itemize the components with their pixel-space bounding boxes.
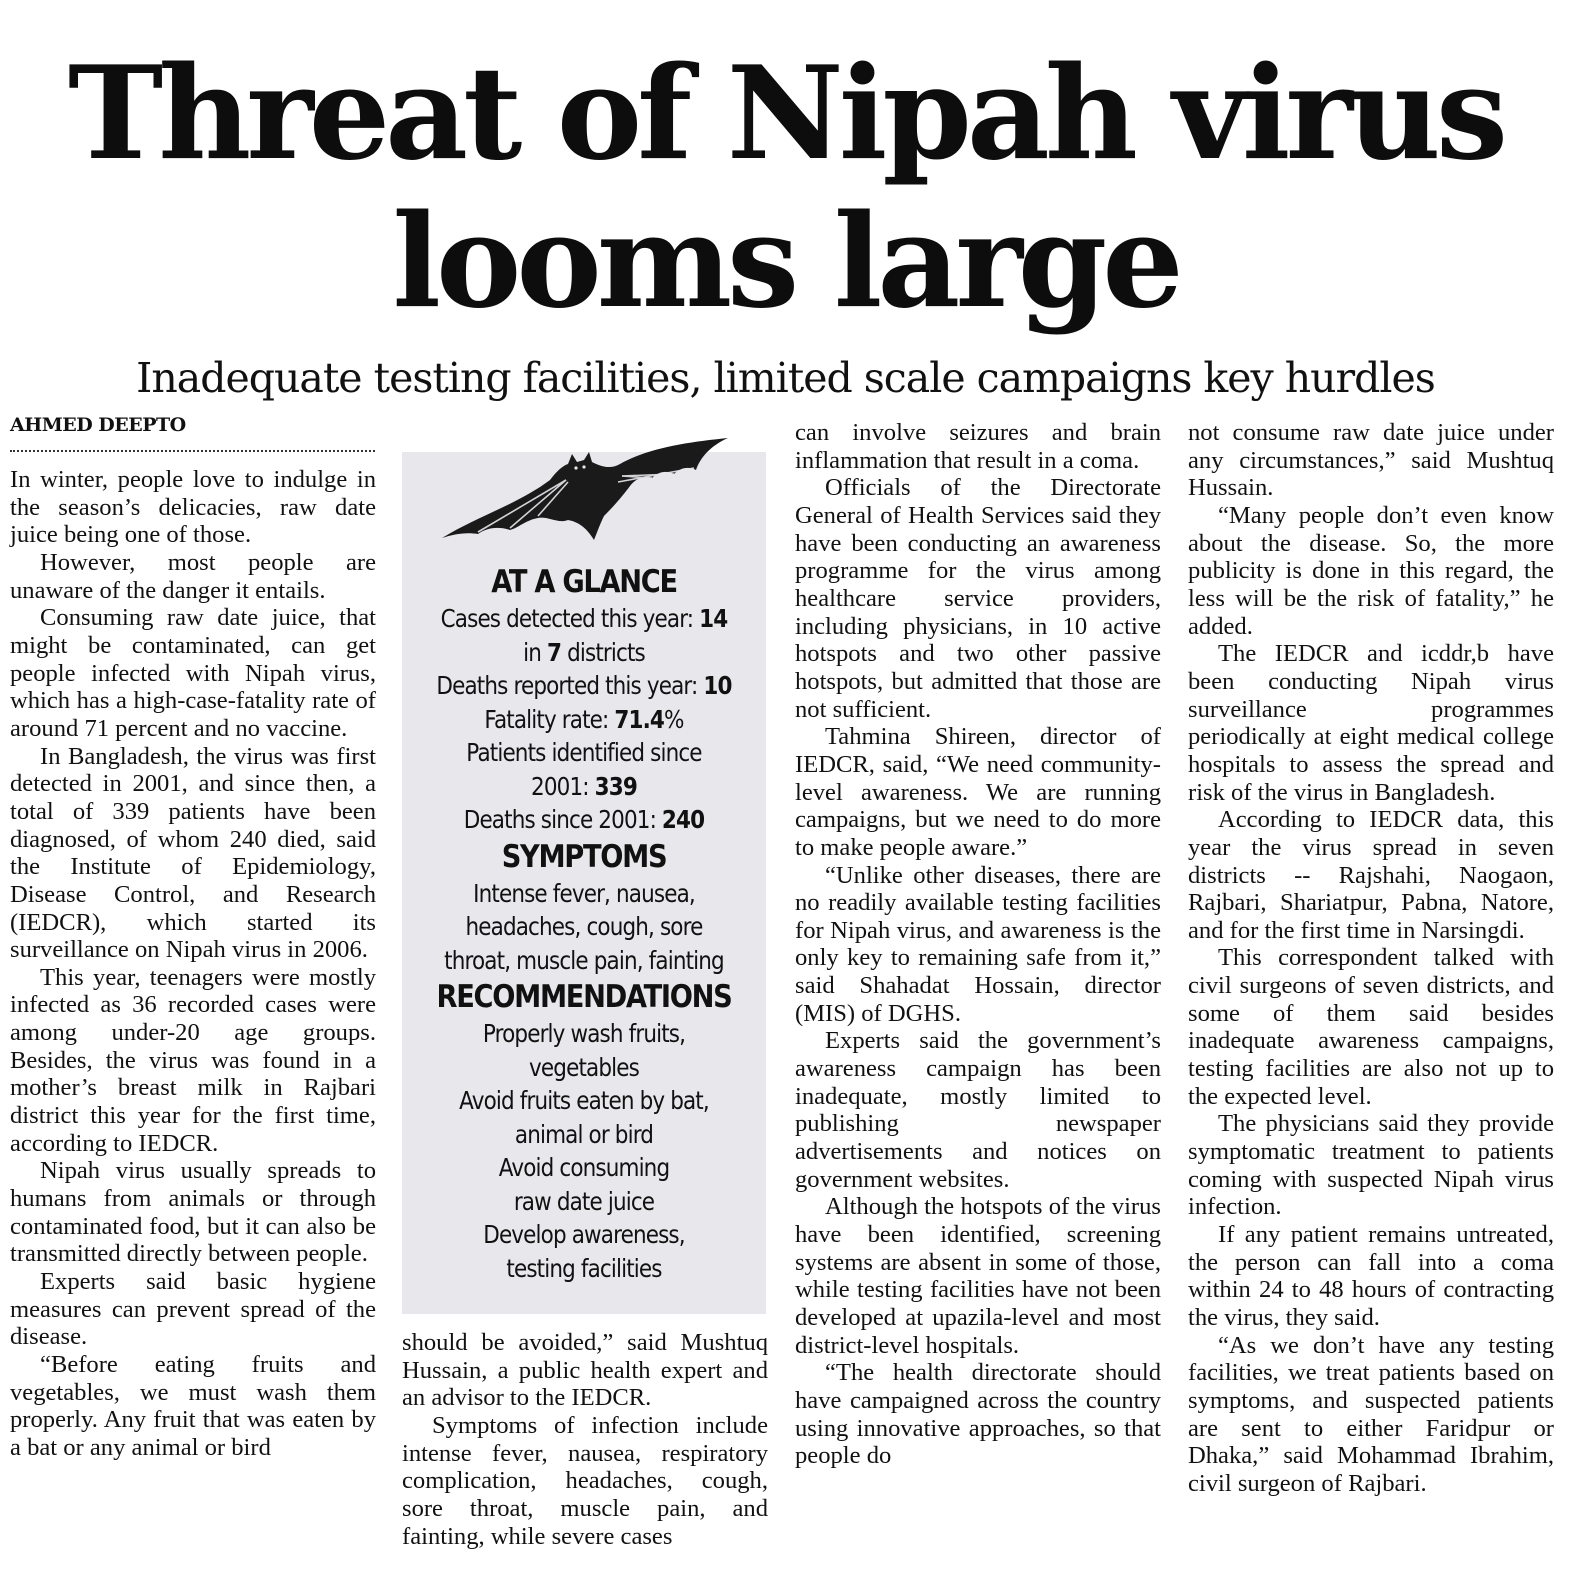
paragraph: According to IEDCR data, this year the virus spread in seven districts -- Rajshahi, Naogaon, Rajbari, Shariatpur, Pabna, Natore, and for the first time in Narsingdi. bbox=[1188, 806, 1554, 944]
fatality-stat: Fatality rate: 71.4% bbox=[484, 704, 684, 734]
paragraph: This correspondent talked with civil surgeons of seven districts, and some of them said besides inadequate awareness campaigns, testing facilities are also not up to the expected level. bbox=[1188, 944, 1554, 1110]
symptoms-line: Intense fever, nausea, bbox=[473, 878, 695, 908]
paragraph: This year, teenagers were mostly infected as 36 recorded cases were among under-20 age groups. Besides, the virus was found in a mother’s breast milk in Rajbari district this year for the first time, according to IEDCR. bbox=[10, 963, 376, 1157]
paragraph: Experts said the government’s awareness campaign has been inadequate, mostly limited to publishing newspaper advertisements and notices on government websites. bbox=[795, 1027, 1161, 1193]
recommendations-title: RECOMMENDATIONS bbox=[436, 979, 732, 1015]
paragraph: “The health directorate should have campaigned across the country using innovative approaches, so that people do bbox=[795, 1359, 1161, 1470]
article-column-2 bbox=[402, 1329, 768, 1550]
paragraph: The physicians said they provide symptomatic treatment to patients coming with suspected Nipah virus infection. bbox=[1188, 1110, 1554, 1221]
deaths-stat: Deaths reported this year: 10 bbox=[436, 671, 732, 700]
recommendation-line: Avoid consuming bbox=[498, 1153, 670, 1182]
recommendation-line: Avoid fruits eaten by bat, bbox=[459, 1086, 709, 1115]
cases-value: 14 bbox=[699, 604, 728, 633]
deaths-since-stat: Deaths since 2001: 240 bbox=[463, 805, 705, 834]
article-column-4 bbox=[1188, 419, 1554, 1498]
paragraph: In winter, people love to indulge in the season’s delicacies, raw date juice being one of those. bbox=[10, 466, 376, 549]
paragraph: Symptoms of infection include intense fever, nausea, respiratory complication, headaches, cough, sore throat, muscle pain, and fainting, while severe cases bbox=[402, 1411, 768, 1550]
recommendation-line: raw date juice bbox=[513, 1186, 655, 1216]
paragraph: Nipah virus usually spreads to humans from animals or through contaminated food, but it can also be transmitted directly between people. bbox=[10, 1157, 376, 1268]
paragraph: “Unlike other diseases, there are no readily available testing facilities for Nipah virus, and awareness is the only key to remaining safe from it,” said Shahadat Hossain, director (MIS) of DGHS. bbox=[795, 861, 1161, 1027]
symptoms-line: throat, muscle pain, fainting bbox=[444, 945, 724, 975]
paragraph: not consume raw date juice under any circumstances,” said Mushtuq Hussain. bbox=[1188, 419, 1554, 502]
districts-stat: in 7 districts bbox=[523, 637, 645, 667]
paragraph: Tahmina Shireen, director of IEDCR, said, “We need community-level awareness. We are running campaigns, but we need to do more to make people aware.” bbox=[795, 723, 1161, 861]
recommendation-line: Properly wash fruits, bbox=[482, 1019, 686, 1048]
recommendation-line: Develop awareness, bbox=[483, 1220, 685, 1249]
paragraph: If any patient remains untreated, the person can fall into a coma within 24 to 48 hours of contracting the virus, they said. bbox=[1188, 1221, 1554, 1331]
patients-stat-label: Patients identified since bbox=[466, 738, 702, 767]
paragraph: “Many people don’t even know about the disease. So, the more publicity is done in this regard, the less will be the risk of fatality,” he added. bbox=[1188, 501, 1554, 640]
headline bbox=[0, 40, 1571, 336]
paragraph: Officials of the Directorate General of Health Services said they have been conducting an awareness programme for the virus among healthcare service providers, including physicians, in 10 active hotspots and two other passive hotspots, but admitted that those are not sufficient. bbox=[795, 474, 1161, 723]
paragraph: can involve seizures and brain inflammation that result in a coma. bbox=[795, 419, 1161, 474]
bat-icon bbox=[438, 420, 730, 546]
symptoms-line: headaches, cough, sore bbox=[465, 912, 703, 941]
recommendation-line: vegetables bbox=[529, 1052, 639, 1082]
paragraph: The IEDCR and icddr,b have been conducting Nipah virus surveillance programmes periodically at eight medical college hospitals to assess the spread and risk of the virus in Bangladesh. bbox=[1188, 640, 1554, 806]
symptoms-title: SYMPTOMS bbox=[501, 838, 667, 875]
article-column-3 bbox=[795, 419, 1161, 1470]
paragraph: However, most people are unaware of the danger it entails. bbox=[10, 548, 376, 604]
deaths-since-value: 240 bbox=[661, 805, 705, 834]
paragraph: Experts said basic hygiene measures can prevent spread of the disease. bbox=[10, 1268, 376, 1351]
paragraph: “Before eating fruits and vegetables, we must wash them properly. Any fruit that was eaten by a bat or any animal or bird bbox=[10, 1351, 376, 1461]
at-a-glance-title: AT A GLANCE bbox=[491, 564, 677, 600]
cases-stat: Cases detected this year: 14 bbox=[440, 604, 728, 633]
headline-line-1: Threat of Nipah virus bbox=[67, 39, 1504, 189]
patients-stat: 2001: 339 bbox=[531, 771, 637, 801]
paragraph: “As we don’t have any testing facilities, we treat patients based on symptoms, and suspected patients are sent to either Faridpur or Dhaka,” said Mohammad Ibrahim, civil surgeon of Rajbari. bbox=[1188, 1331, 1554, 1497]
paragraph: Although the hotspots of the virus have been identified, screening systems are absent in some of those, while testing facilities have not been developed at upazila-level and most district-level hospitals. bbox=[795, 1193, 1161, 1359]
patients-value: 339 bbox=[594, 771, 637, 801]
deaths-value: 10 bbox=[703, 671, 732, 700]
districts-value: 7 bbox=[546, 637, 562, 667]
fatality-value: 71.4 bbox=[614, 704, 664, 734]
byline: AHMED DEEPTO bbox=[10, 414, 375, 452]
at-a-glance-box bbox=[402, 452, 766, 1314]
subheadline: Inadequate testing facilities, limited scale campaigns key hurdles bbox=[136, 354, 1435, 402]
recommendation-line: testing facilities bbox=[506, 1253, 662, 1283]
headline-line-2: looms large bbox=[392, 187, 1179, 337]
article-column-1 bbox=[10, 466, 376, 1462]
paragraph: In Bangladesh, the virus was first detected in 2001, and since then, a total of 339 patients have been diagnosed, of whom 240 died, said the Institute of Epidemiology, Disease Control, and Research (IEDCR), which started its surveillance on Nipah virus in 2006. bbox=[10, 742, 376, 964]
paragraph: should be avoided,” said Mushtuq Hussain, a public health expert and an advisor to the IEDCR. bbox=[402, 1329, 768, 1412]
paragraph: Consuming raw date juice, that might be contaminated, can get people infected with Nipah virus, which has a high-case-fatality rate of around 71 percent and no vaccine. bbox=[10, 604, 376, 742]
recommendation-line: animal or bird bbox=[514, 1119, 654, 1149]
